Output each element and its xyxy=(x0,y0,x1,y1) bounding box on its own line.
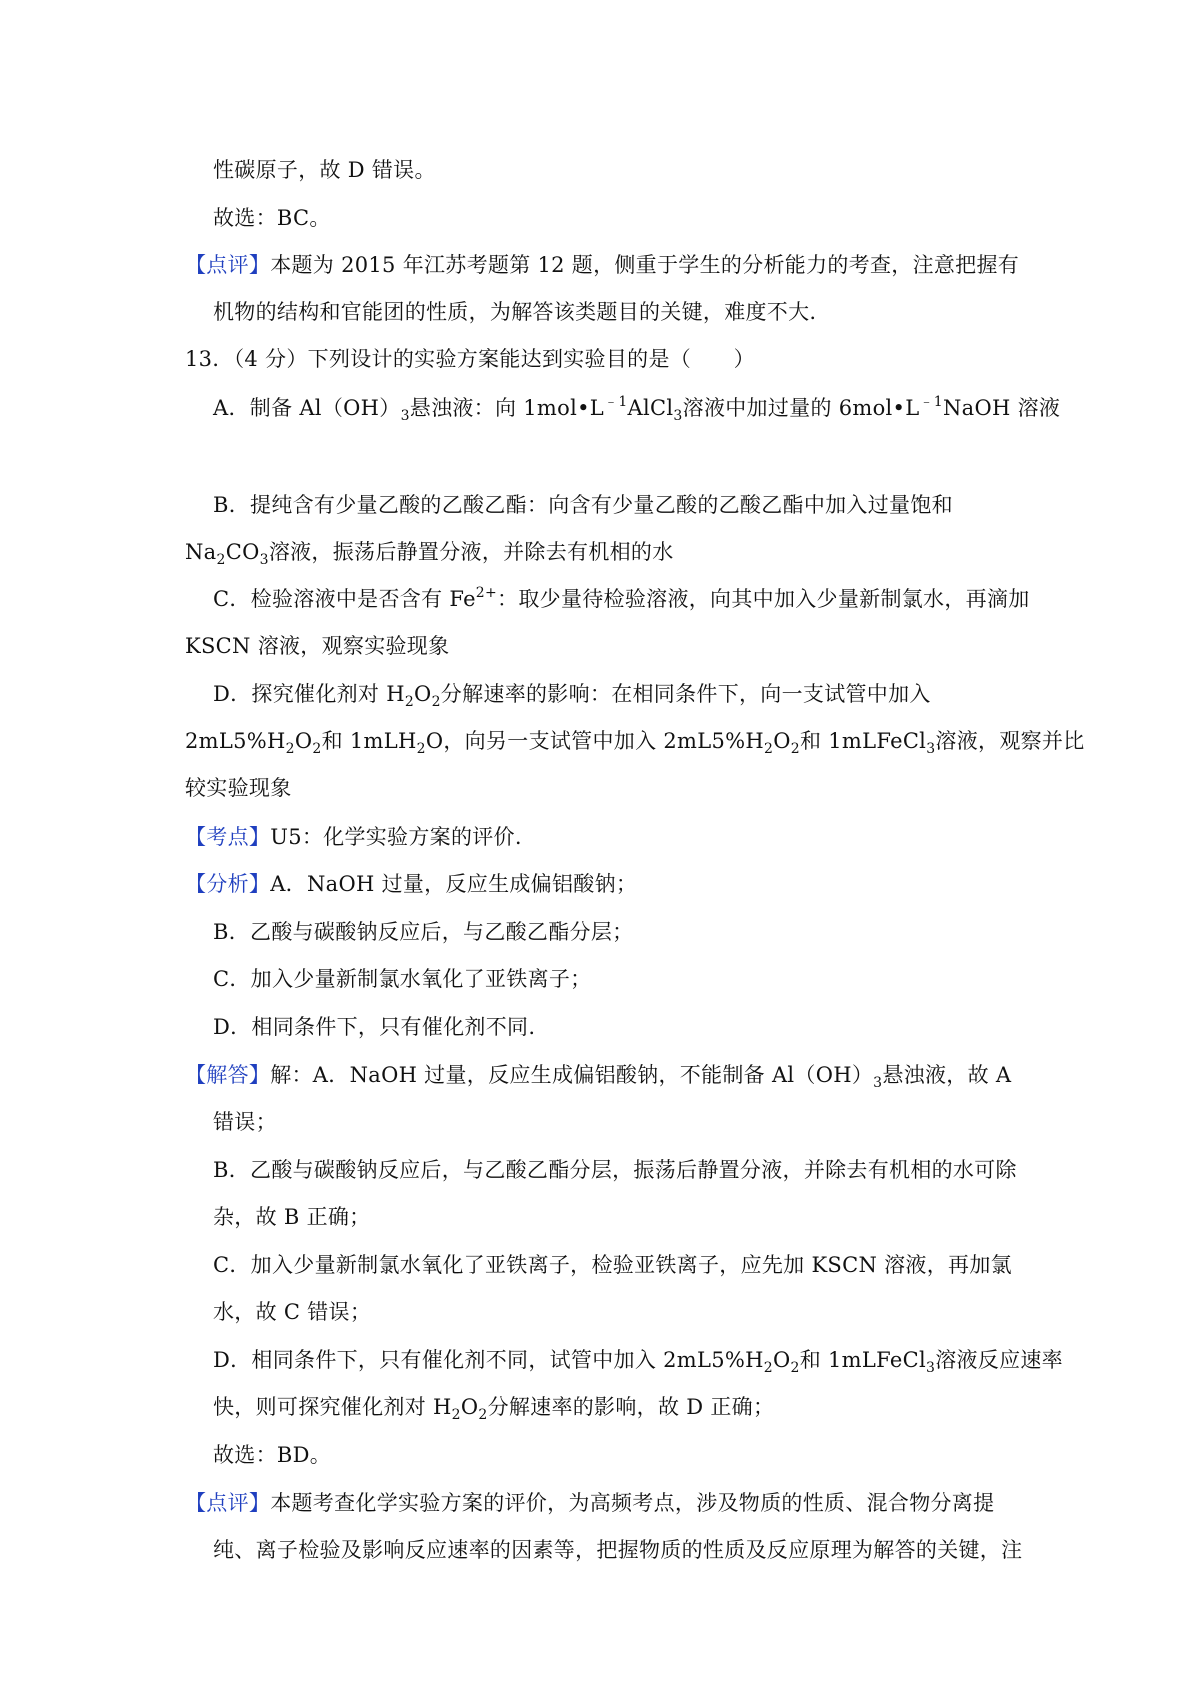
prev-review-line-2: 机物的结构和官能团的性质，为解答该类题目的关键，难度不大. xyxy=(213,300,817,324)
jieda-line-a-1 xyxy=(185,1060,1011,1090)
jieda-text: O xyxy=(460,1395,479,1419)
option-c-line-1 xyxy=(213,584,1030,614)
option-d-text: 和 1mLFeCl xyxy=(799,729,927,753)
dianping-label: 【点评】 xyxy=(185,1491,271,1515)
superscript: ﹣1 xyxy=(919,394,943,410)
option-d-text: D．探究催化剂对 H xyxy=(213,682,405,706)
prev-explanation-line: 性碳原子，故 D 错误。 xyxy=(213,158,436,182)
jieda-line-a-2: 错误； xyxy=(213,1110,277,1134)
jieda-line-c-2: 水，故 C 错误； xyxy=(213,1300,372,1324)
option-b-line-1: B．提纯含有少量乙酸的乙酸乙酯：向含有少量乙酸的乙酸乙酯中加入过量饱和 xyxy=(213,493,953,517)
prev-answer-choice: 故选：BC。 xyxy=(213,206,331,230)
subscript: 2 xyxy=(404,694,415,710)
option-b-text: 溶液，振荡后静置分液，并除去有机相的水 xyxy=(268,540,674,564)
question-13-stem: 13．（4 分）下列设计的实验方案能达到实验目的是（ ） xyxy=(185,347,755,371)
jieda-text: 解：A．NaOH 过量，反应生成偏铝酸钠，不能制备 Al（OH） xyxy=(270,1063,874,1087)
subscript: 3 xyxy=(400,408,410,424)
jieda-text: 分解速率的影响，故 D 正确； xyxy=(487,1395,775,1419)
option-c-text: ：取少量待检验溶液，向其中加入少量新制氯水，再滴加 xyxy=(497,587,1030,611)
fenxi-line-c: C．加入少量新制氯水氧化了亚铁离子； xyxy=(213,967,592,991)
option-b-line-2 xyxy=(185,537,674,567)
subscript: 2 xyxy=(416,741,426,757)
option-c-line-2: KSCN 溶液，观察实验现象 xyxy=(185,634,450,658)
option-a-text: NaOH 溶液 xyxy=(943,396,1061,420)
subscript: 2 xyxy=(431,694,441,710)
jieda-text: O xyxy=(772,1348,791,1372)
jieda-text: D．相同条件下，只有催化剂不同，试管中加入 2mL5%H xyxy=(213,1348,764,1372)
subscript: 2 xyxy=(451,1407,461,1423)
subscript: 3 xyxy=(873,1075,883,1091)
option-d-line-3: 较实验现象 xyxy=(185,776,292,800)
option-d-text: O xyxy=(414,682,432,706)
subscript: 3 xyxy=(926,741,936,757)
subscript: 2 xyxy=(790,1360,800,1376)
review-label: 【点评】 xyxy=(185,253,271,277)
jieda-line-d-1 xyxy=(213,1345,1063,1375)
subscript: 3 xyxy=(925,1360,936,1376)
jieda-text: 溶液反应速率 xyxy=(935,1348,1063,1372)
option-d-text: 和 1mLH xyxy=(321,729,417,753)
fenxi-label: 【分析】 xyxy=(185,872,271,896)
jieda-text: 悬浊液，故 A xyxy=(882,1063,1012,1087)
jieda-line-b-1: B．乙酸与碳酸钠反应后，与乙酸乙酯分层，振荡后静置分液，并除去有机相的水可除 xyxy=(213,1158,1017,1182)
option-a-text: 悬浊液：向 1mol•L xyxy=(409,396,605,420)
review-text: 本题为 2015 年江苏考题第 12 题，侧重于学生的分析能力的考查，注意把握有 xyxy=(270,253,1020,277)
subscript: 2 xyxy=(764,741,774,757)
option-d-text: 溶液，观察并比 xyxy=(935,729,1085,753)
option-b-text: Na xyxy=(185,540,217,564)
jieda-text: 快，则可探究催化剂对 H xyxy=(213,1395,452,1419)
option-a-text: 溶液中加过量的 6mol•L xyxy=(682,396,920,420)
option-a-text: AlCl xyxy=(627,396,674,420)
option-d-text: 2mL5%H xyxy=(185,729,286,753)
jieda-line-d-2 xyxy=(213,1392,774,1422)
option-b-text: CO xyxy=(225,540,260,564)
dianping-text: 本题考查化学实验方案的评价，为高频考点，涉及物质的性质、混合物分离提 xyxy=(270,1491,995,1515)
jieda-label: 【解答】 xyxy=(185,1063,271,1087)
option-d-text: O，向另一支试管中加入 2mL5%H xyxy=(425,729,764,753)
fenxi-line-b: B．乙酸与碳酸钠反应后，与乙酸乙酯分层； xyxy=(213,920,634,944)
subscript: 2 xyxy=(312,741,322,757)
jieda-answer-choice: 故选：BD。 xyxy=(213,1443,332,1467)
option-d-text: 分解速率的影响：在相同条件下，向一支试管中加入 xyxy=(440,682,931,706)
superscript: 2+ xyxy=(475,585,498,601)
option-c-text: C．检验溶液中是否含有 Fe xyxy=(213,587,476,611)
dianping-line-1 xyxy=(185,1488,994,1518)
option-d-text: O xyxy=(773,729,791,753)
kaodian-text: U5：化学实验方案的评价. xyxy=(270,825,522,849)
subscript: 2 xyxy=(790,741,800,757)
option-d-line-1 xyxy=(213,679,931,709)
dianping-line-2: 纯、离子检验及影响反应速率的因素等，把握物质的性质及反应原理为解答的关键，注 xyxy=(213,1538,1023,1562)
superscript: ﹣1 xyxy=(604,394,628,410)
kaodian-label: 【考点】 xyxy=(185,825,271,849)
subscript: 2 xyxy=(285,741,295,757)
option-d-text: O xyxy=(294,729,313,753)
fenxi-text: A．NaOH 过量，反应生成偏铝酸钠； xyxy=(270,872,638,896)
kaodian xyxy=(185,822,522,852)
subscript: 3 xyxy=(259,552,269,568)
subscript: 2 xyxy=(216,552,226,568)
jieda-line-b-2: 杂，故 B 正确； xyxy=(213,1205,371,1229)
subscript: 2 xyxy=(478,1407,488,1423)
subscript: 2 xyxy=(763,1360,773,1376)
option-a xyxy=(213,393,1060,423)
fenxi-line-d: D．相同条件下，只有催化剂不同. xyxy=(213,1015,536,1039)
prev-review-line-1 xyxy=(185,250,1019,280)
jieda-line-c-1: C．加入少量新制氯水氧化了亚铁离子，检验亚铁离子，应先加 KSCN 溶液，再加氯 xyxy=(213,1253,1012,1277)
option-d-line-2 xyxy=(185,726,1085,756)
jieda-text: 和 1mLFeCl xyxy=(799,1348,926,1372)
fenxi-line-a xyxy=(185,869,637,899)
subscript: 3 xyxy=(673,408,683,424)
option-a-text: A．制备 Al（OH） xyxy=(213,396,401,420)
